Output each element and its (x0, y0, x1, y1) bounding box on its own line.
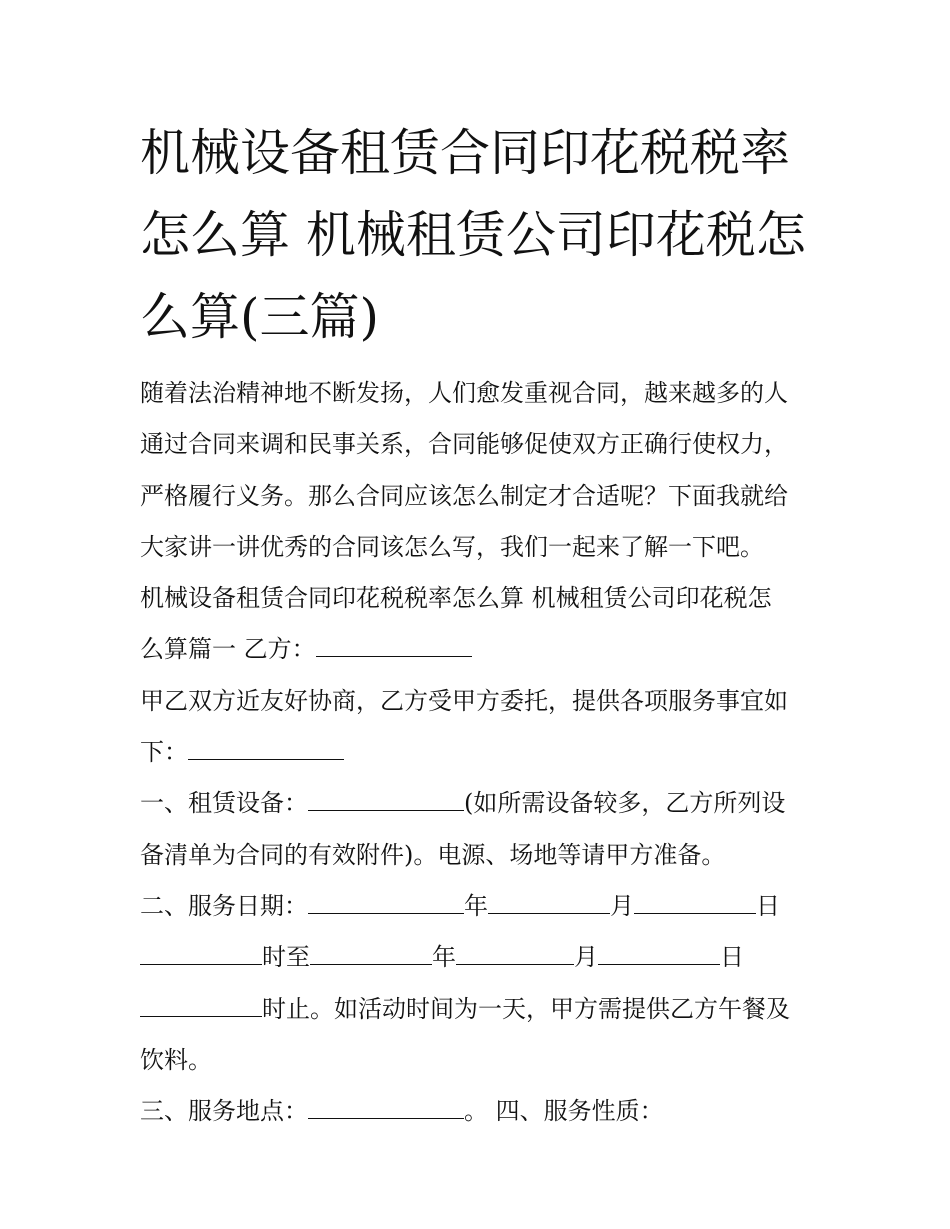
title-line-3: 么算(三篇) (140, 288, 380, 346)
item2-line-2 (140, 932, 820, 983)
year-label: 年 (432, 943, 456, 972)
item2-prefix: 二、服务日期： (140, 891, 308, 920)
start-year-blank (308, 891, 464, 914)
intro-line-1: 随着法治精神地不断发扬，人们愈发重视合同，越来越多的人 (140, 379, 788, 407)
intro-line-2: 通过合同来调和民事关系，合同能够促使双方正确行使权力， (140, 430, 788, 459)
item1-prefix: 一、租赁设备： (140, 789, 308, 818)
para1-line-1: 甲乙双方近友好协商，乙方受甲方委托，提供各项服务事宜如 (140, 686, 788, 715)
item1-line-2: 备清单为合同的有效附件)。电源、场地等请甲方准备。 (140, 840, 726, 869)
end-year-blank (310, 942, 432, 965)
item2-line-3 (140, 984, 820, 1035)
location-blank (308, 1096, 464, 1119)
hour-end-text: 时止。如活动时间为一天，甲方需提供乙方午餐及 (262, 994, 790, 1023)
item3-line-1 (140, 1086, 820, 1137)
item1-line-1 (140, 778, 820, 829)
end-day-blank (598, 942, 720, 965)
document-body (140, 368, 820, 1137)
item2-line-1 (140, 881, 820, 932)
document-page (140, 112, 820, 1137)
item2-line-4: 饮料。 (140, 1045, 212, 1074)
party-b-blank (316, 634, 472, 657)
title-line-1: 机械设备租赁合同印花税税率 (140, 124, 790, 182)
month-label: 月 (610, 891, 634, 920)
intro-line-3: 严格履行义务。那么合同应该怎么制定才合适呢？下面我就给 (140, 481, 788, 510)
document-title (140, 112, 820, 358)
section-heading-line-2 (140, 624, 820, 675)
day-label: 日 (720, 943, 744, 972)
item3-prefix: 三、服务地点： (140, 1097, 308, 1126)
title-line-2: 怎么算 机械租赁公司印花税怎 (140, 206, 806, 264)
para1-line-2 (140, 727, 820, 778)
year-label: 年 (464, 891, 488, 920)
item3-suffix: 。 四、服务性质： (464, 1097, 664, 1126)
hour-to-label: 时至 (262, 943, 310, 972)
section-heading-line-1: 机械设备租赁合同印花税税率怎么算 机械租赁公司印花税怎 (140, 584, 772, 613)
start-hour-blank (140, 942, 262, 965)
section-heading-text: 么算篇一 乙方： (140, 635, 316, 664)
para1-text: 下： (140, 738, 188, 767)
item1-suffix: (如所需设备较多，乙方所列设 (464, 789, 786, 818)
start-month-blank (488, 891, 610, 914)
intro-line-4: 大家讲一讲优秀的合同该怎么写，我们一起来了解一下吧。 (140, 532, 764, 561)
month-label: 月 (574, 943, 598, 972)
services-blank (188, 737, 344, 760)
end-hour-blank (140, 994, 262, 1017)
end-month-blank (456, 942, 574, 965)
day-label: 日 (756, 891, 780, 920)
start-day-blank (634, 891, 756, 914)
equipment-blank (308, 788, 464, 811)
